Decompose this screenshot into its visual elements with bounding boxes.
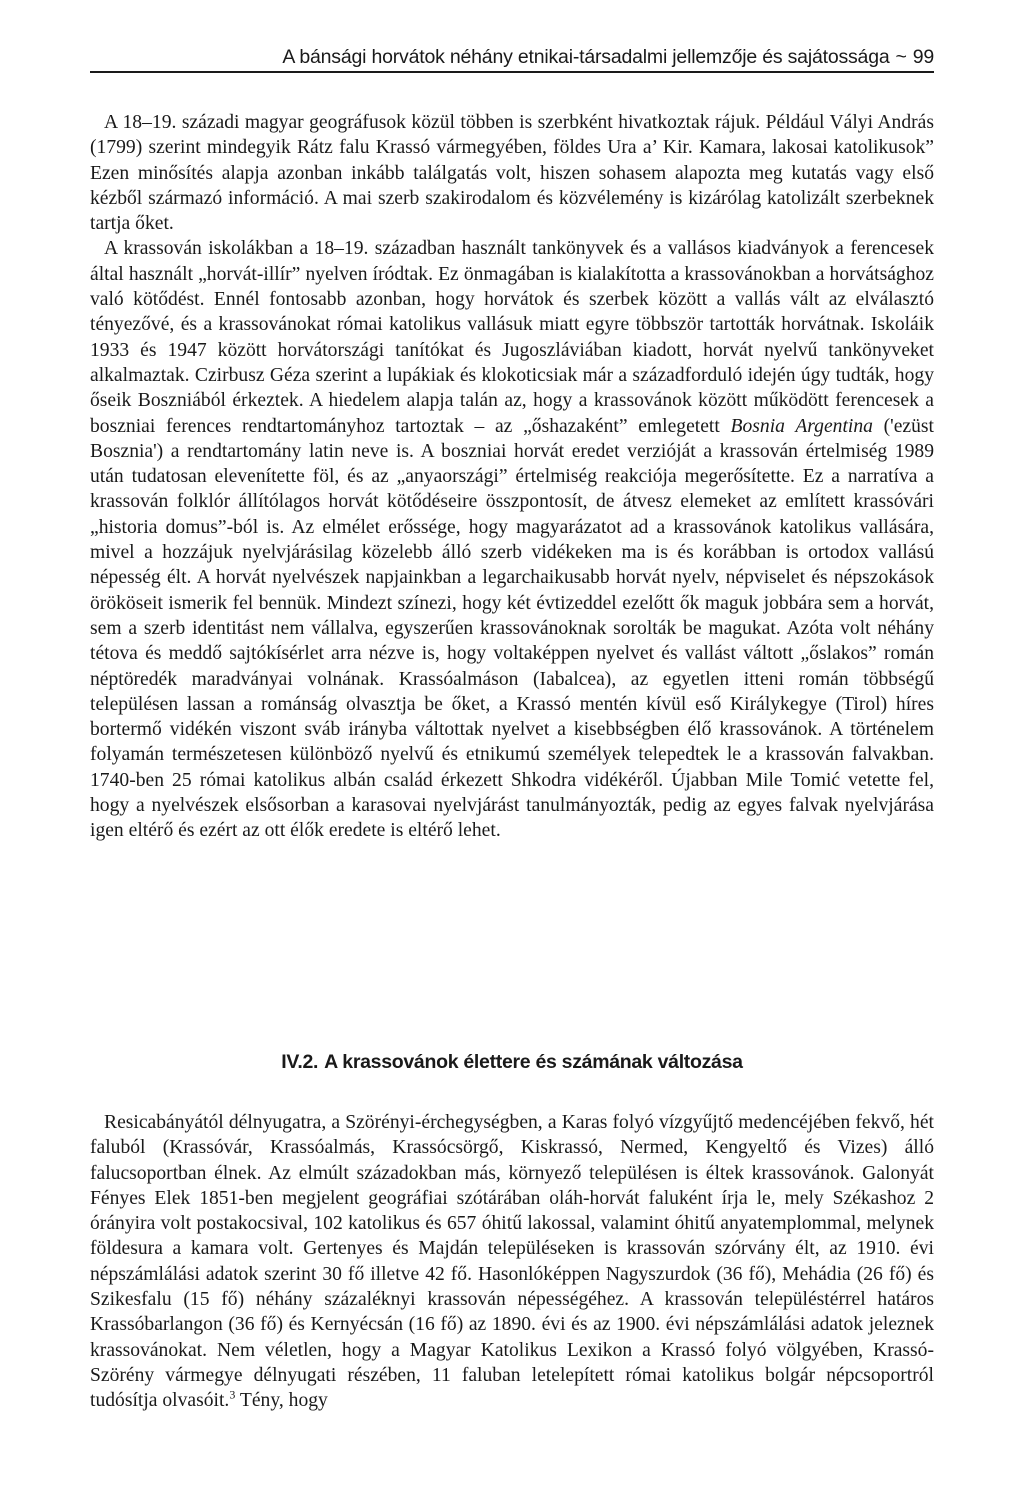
paragraph-text: A krassován iskolákban a 18–19. században használt tankönyvek és a vallásos kiadványok a ferencesek által használt „horvát-illír” nyelven íródtak. Ez önmagában is kialakította a krassovánokban a horvátsághoz való kötődést. Ennél fontosabb azonban, hogy horvátok és szerbek között a vallás vált az elválasztó tényezővé, és a krassovánokat római katolikus vallásuk miatt egyre többször tartották horvátnak. Iskoláik 1933 és 1947 között horvátországi tanítókat és Jugoszláviában kiadott, horvát nyelvű tankönyveket alkalmaztak. Czirbusz Géza szerint a lupákiak és klokoticsiak már a századforduló idején úgy tudták, hogy őseik Boszniából érkeztek. A hiedelem alapja talán az, hogy a krassovánok között működött ferencesek a boszniai ferences rendtartományhoz tartoztak – az „őshazaként” emlegetett [90,238,934,437]
footnote-reference[interactable]: 3 [229,1387,236,1402]
italic-phrase: Bosnia Argentina [730,415,873,437]
body-text [90,110,934,844]
paragraph: A 18–19. századi magyar geográfusok közül többen is szerbként hivatkoztak rájuk. Például Vályi András (1799) szerint mindegyik Rátz falu Krassó vármegyében, földes Ura a’ Kir. Kamara, lakosai katolikusok” Ezen minősítés alapja azonban inkább találgatás volt, hiszen sohasem alapozta meg kutatás vagy első kézből származó információ. A mai szerb szakirodalom és közvélemény is kizárólag katolizált szerbeknek tartja őket. [90,112,934,235]
paragraph [90,1110,934,1414]
paragraph-text: ('ezüst Bosznia') a rendtartomány latin neve is. A boszniai horvát eredet verzióját a krassován értelmiség 1989 után tudatosan elevenítette föl, és az „anyaországi” értelmiség reakciója megerősítette. Ez a narratíva a krassován folklór állítólagos horvát kötődéseire összpontosít, de átvesz elemeket az említett krassóvári „historia domus”-ból is. Az elmélet erőssége, hogy magyarázatot ad a krassovánok katolikus vallására, mivel a hozzájuk nyelvjárásilag közelebb álló szerb vidékeken ma is és korábban is ortodox vallású népesség élt. A horvát nyelvészek napjainkban a legarchaikusabb horvát nyelv, népviselet és népszokások örököseit ismerik fel bennük. Mindezt színezi, hogy két évtizeddel ezelőtt ők maguk jobbára sem a horvát, sem a szerb identitást nem vállalva, egyszerűen krassovánoknak sorolták be magukat. Azóta volt néhány tétova és meddő sajtókísérlet arra nézve is, hogy voltaképpen nyelvet és vallást váltott „őslakos” román néptöredék maradványai volnának. Krassóalmáson (Iabalcea), az egyetlen itteni román többségű településen lassan a románság olvasztja be őket, a Krassó mentén kívül eső Királykegye (Tirol) híres bortermő vidékén viszont sváb irányba váltottak nyelvet a kisebbségben élő krassovánok. A történelem folyamán természetesen különböző nyelvű és etnikumú személyek telepedtek le a krassován falvakban. 1740-ben 25 római katolikus albán család érkezett Shkodra vidékéről. Újabban Mile Tomić vetette fel, hogy a nyelvészek elsősorban a karasovai nyelvjárást tanulmányozták, pedig az egyes falvak nyelvjárása igen eltérő és ezért az ott élők eredete is eltérő lehet. [90,415,934,842]
paragraph-text: Resicabányától délnyugatra, a Szörényi-érchegységben, a Karas folyó vízgyűjtő medencéjében fekvő, hét faluból (Krassóvár, Krassóalmás, Krassócsörgő, Kiskrassó, Nermed, Kengyeltő és Vizes) álló falucsoportban élnek. Az elmúlt századokban más, környező településen is éltek krassovánok. Galonyát Fényes Elek 1851-ben megjelent geográfiai szótárában oláh-horvát faluként írja le, mely Székashoz 2 órányira volt postakocsival, 102 katolikus és 657 óhitű lakossal, valamint óhitű anyatemplommal, melynek földesura a kamara volt. Gertenyes és Majdán településeken is krassován szórvány élt, az 1910. évi népszámlálási adatok szerint 30 fő illetve 42 fő. Hasonlóképpen Nagyszurdok (36 fő), Mehádia (26 fő) és Szikesfalu (15 fő) néhány százaléknyi krassován népességéhez. A krassován településtérrel határos Krassóbarlangon (36 fő) és Kernyécsán (16 fő) az 1890. évi és az 1900. évi népszámlálási adatok jeleznek krassovánokat. Nem véletlen, hogy a Magyar Katolikus Lexikon a Krassó folyó völgyében, Krassó-Szörény vármegye délnyugati részében, 11 faluban letelepített római katolikus bolgár népcsoportról tudósítja olvasóit. [90,1112,934,1412]
section-number: IV.2. [281,1051,319,1073]
header-separator: ~ [895,46,907,68]
header-title: A bánsági horvátok néhány etnikai-társadalmi jellemzője és sajátossága [282,46,890,68]
section-title: A krassovánok élettere és számának változása [324,1051,743,1073]
paragraph-text: Tény, hogy [235,1390,328,1412]
paragraph [90,236,934,843]
section-body-text [90,1110,934,1414]
section-heading [90,1049,934,1075]
page-number: 99 [912,46,934,68]
running-header [90,44,934,73]
